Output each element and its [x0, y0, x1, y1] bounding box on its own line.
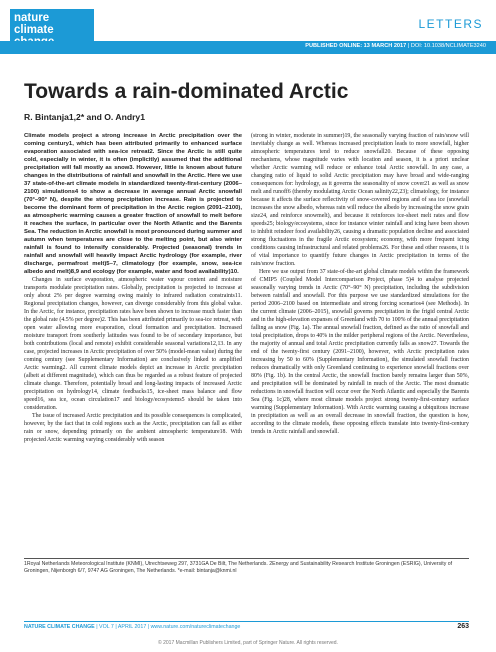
- section-label: LETTERS: [418, 17, 483, 31]
- affiliations-footnote: 1Royal Netherlands Meteorological Institute (KNMI), Utrechtseweg 297, 3731GA De Bilt, The Netherlands. 2Energy and Sustainability Research Institute Groningen (ESRIG), University of Groningen, Nijenborgh 6/7, 9747 AG Groningen, The Netherlands. *e-mail: bintanja@knmi.nl: [24, 561, 453, 574]
- page-number: 263: [457, 623, 469, 630]
- publication-info: PUBLISHED ONLINE: 13 MARCH 2017 | DOI: 10.1038/NCLIMATE3240: [305, 43, 486, 49]
- logo-line-2: climate: [14, 24, 54, 36]
- copyright-notice: © 2017 Macmillan Publishers Limited, part of Springer Nature. All rights reserved.: [158, 640, 338, 646]
- body-paragraph: Changes in surface evaporation, atmospheric water vapour content and moisture transports modulate precipitation rates. Globally, precipitation is projected to increase at only about 2% per degree warming owing mainly to infrared radiation constraints11. Regional precipitation changes, however, can diverge considerably from this global value. In the Arctic, for instance, precipitation rates have been shown to increase much faster than the global rate (4.5% per degree)2. This has been attributed primarily to sea-ice retreat, with open water allowing more evaporation, cloud formation and precipitation. Increased moisture transport from southerly latitudes was found to be of secondary importance, but both contributions (local and remote) exhibit considerable seasonal variations12,13. In any case, projected increases in Arctic precipitation of over 50% (model-mean value) during the coming century (see Supplementary Information) are conclusively linked to amplified Arctic warming2. All current climate models depict an increase in Arctic precipitation (albeit at different magnitude), which can thus be regarded as a robust feature of projected climate change. Therefore, potentially broad and long-lasting impacts of increased Arctic precipitation on hydrology14, climate feedbacks15, ice-sheet mass balance and flow speed16, sea ice, ocean circulation17 and biology/ecosystems5 should be taken into consideration.: [24, 277, 242, 411]
- body-paragraph: The issue of increased Arctic precipitation and its possible consequences is complicated, however, by the fact that in cold regions such as the Arctic, precipitation can fall as either rain or snow, depending primarily on the ambient atmospheric temperature18. With projected Arctic warming varying considerably with season: [24, 413, 242, 443]
- article-title: Towards a rain-dominated Arctic: [24, 80, 349, 103]
- body-paragraph: Here we use output from 37 state-of-the-art global climate models within the framework of CMIP5 (Coupled Model Intercomparison Project, phase 5)4 to analyse projected seasonally varying trends in Arctic (70°–90° N) precipitation, including the subdivision between rainfall and snowfall. For this purpose we use standardized simulations for the period 2006–2100 based on intermediate and strong forcing scenarios4 (see Methods). In the current climate (2006–2015), snowfall governs precipitation in the frigid central Arctic and in the high-elevation expanses of Greenland with 70 to 100% of the annual precipitation falling as snow (Fig. 1a). The annual snowfall fraction, defined as the ratio of snowfall and total precipitation, drops to 40% in the milder peripheral regions of the Arctic. Nevertheless, the majority of annual and total Arctic precipitation currently falls as snow27. Towards the end of the twenty-first century (2091–2100), however, with Arctic precipitation rates increasing by 50 to 60% (Supplementary Information), the simulated snowfall fraction reduces dramatically with only Greenland continuing to experience snowfall fractions over 80% (Fig. 1b). In the central Arctic, the snowfall fraction barely remains larger than 50%, and precipitation will be dominated by rainfall in much of the Arctic. The most dramatic reductions in snowfall fraction will occur over the North Atlantic and especially the Barents Sea (Fig. 1c)28, where most climate models project strong twenty-first-century surface warming (Supplementary Information). With Arctic warming causing a ubiquitous increase in precipitation as well as an overall decrease in snowfall fraction, the question is how, according to the climate models, these opposing effects translate into twenty-first-century trends in Arctic rainfall and snowfall.: [251, 269, 469, 435]
- body-paragraph: (strong in winter, moderate in summer)19, the seasonally varying fraction of rain/snow will inevitably change as well. Whereas increased precipitation leads to more snowfall, higher atmospheric temperatures tend to reduce snowfall20. Because of these opposing mechanisms, whose magnitude varies with location and season, it is a priori unclear whether Arctic warming will reduce or enhance total Arctic snowfall. In any case, a changing ratio of liquid to solid Arctic precipitation may have broad and wide-ranging consequences for: hydrology, as it governs the seasonality of snow cover21 as well as snow melt and runoff6 (thereby modulating Arctic Ocean salinity22,23); climatology, for instance because it affects the surface reflectivity of snow-covered regions and of sea ice (snowfall increases the snow albedo, whereas rain will reduce the albedo by increasing the snow grain size24, and reinforce snowmelt), and because it reinforces ice-sheet melt rates and flow speeds25; biology/ecosystems, since for instance winter rainfall and icing have been shown to inhibit reindeer food availability26, causing a dramatic population decline and associated strong fluctuations in the fragile Arctic ecosystem; economy, with more frequent icing conditions causing infrastructural and related problems26. For these and other reasons, it is of vital importance to quantify future changes in Arctic precipitation in terms of the rain/snow fraction.: [251, 133, 469, 267]
- article-authors: R. Bintanja1,2* and O. Andry1: [24, 112, 145, 122]
- logo-line-1: nature: [14, 12, 50, 24]
- abstract: Climate models project a strong increase in Arctic precipitation over the coming century1, which has been attributed primarily to enhanced surface evaporation associated with sea-ice retreat2. Since the Arctic is still quite cold, especially in winter, it is often (implicitly) assumed that the additional precipitation will fall mostly as snow3. However, little is known about future changes in the distributions of rainfall and snowfall in the Arctic. Here we use 37 state-of-the-art climate models in standardized twenty-first-century (2006–2100) simulations4 to show a decrease in average annual Arctic snowfall (70°–90° N), despite the strong precipitation increase. Rain is projected to become the dominant form of precipitation in the Arctic region (2091–2100), as atmospheric warming causes a greater fraction of snowfall to melt before it reaches the surface, in particular over the North Atlantic and the Barents Sea. The reduction in Arctic snowfall is most pronounced during summer and autumn when temperatures are close to the melting point, but also winter rainfall is found to intensify considerably. Projected (seasonal) trends in rainfall and snowfall will heavily impact Arctic hydrology (for example, river discharge, permafrost melt)5–7, climatology (for example, snow, sea-ice albedo and melt)8,9 and ecology (for example, water and food availability)10.: [24, 133, 242, 275]
- published-date: PUBLISHED ONLINE: 13 MARCH 2017: [305, 43, 407, 49]
- footer-journal: NATURE CLIMATE CHANGE: [24, 624, 95, 630]
- footer-volume[interactable]: | VOL 7 | APRIL 2017 | www.nature.com/natureclimatechange: [96, 624, 241, 630]
- footer-divider: [24, 621, 469, 622]
- footer-citation: [24, 624, 240, 630]
- footnote-divider: [24, 558, 469, 559]
- doi-link[interactable]: DOI: 10.1038/NCLIMATE3240: [410, 43, 486, 49]
- left-column: [24, 132, 242, 444]
- journal-logo: [10, 9, 94, 42]
- right-column: [251, 132, 469, 436]
